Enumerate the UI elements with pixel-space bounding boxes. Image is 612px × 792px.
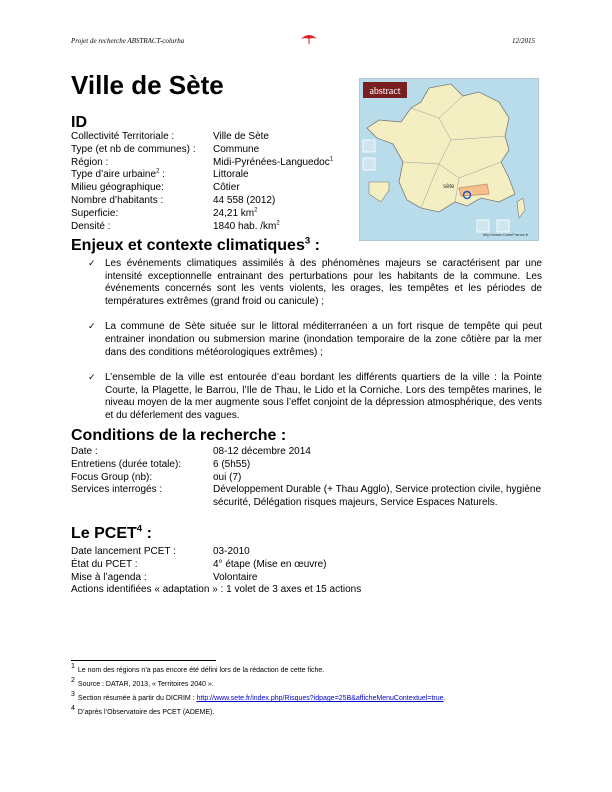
footnote-divider <box>71 660 216 661</box>
header-date: 12/2015 <box>512 37 535 45</box>
map-credit: http://www.CarteFrance.fr <box>483 232 529 237</box>
list-item: ✓ Les événements climatiques assimilés à des phénomènes majeurs se caractérisent par une intensité exceptionnelle entrainant des perturbations pour les habitants de la commune. Les événements concernés sont les vents violents, les orages, les tempêtes et les périodes de températures extrêmes (grand froid ou canicule) ; <box>88 258 542 307</box>
enjeux-list <box>88 258 542 436</box>
id-row: Nombre d’habitants : 44 558 (2012) <box>71 194 276 206</box>
conditions-row: Date : 08-12 décembre 2014 <box>71 446 311 457</box>
footnote: 1Le nom des régions n’a pas encore été défini lors de la rédaction de cette fiche. <box>71 663 325 674</box>
id-row: Type d’aire urbaine$^2$ : Littorale <box>71 169 249 181</box>
id-table <box>71 131 333 233</box>
umbrella-logo-icon <box>300 33 318 45</box>
pcet-actions: Actions identifiées « adaptation » : 1 volet de 3 axes et 15 actions <box>71 584 362 595</box>
id-row: Densité : 1840 hab. $/km^2$ <box>71 220 280 232</box>
id-row: Type (et nb de communes) : Commune <box>71 143 260 155</box>
pcet-row: Mise à l’agenda : Volontaire <box>71 571 258 583</box>
checkmark-icon: ✓ <box>88 322 96 333</box>
map-place-label: sète <box>443 184 455 190</box>
id-heading: ID <box>71 114 87 131</box>
conditions-row: Focus Group (nb): oui (7) <box>71 471 242 483</box>
list-item: ✓ La commune de Sète située sur le littoral méditerranéen a un fort risque de tempête qui peut entrainer inondation ou submersion marine (inondation temporaire de la zone côtière par la mer dans des conditions météorologiques extrêmes) ; <box>88 321 542 358</box>
id-row: Superficie: 24,21 $km^2$ <box>71 207 258 219</box>
checkmark-icon: ✓ <box>88 373 96 384</box>
id-row: Région : Midi-Pyrénées-Languedoc$^1$ <box>71 156 334 168</box>
footnote: 3Section résumée à partir du DICRIM : http://www.sete.fr/index.php/Risques?idpage=25B&afficheMenuContextuel=true. <box>71 691 446 702</box>
france-location-map <box>359 78 539 241</box>
conditions-heading: Conditions de la recherche : <box>71 427 287 444</box>
pcet-row: Date lancement PCET : 03-2010 <box>71 546 250 557</box>
dicrim-link[interactable]: http://www.sete.fr/index.php/Risques?idpage=25B&afficheMenuContextuel=true <box>196 695 444 702</box>
pcet-row: État du PCET : 4° étape (Mise en œuvre) <box>71 558 327 570</box>
conditions-row: Services interrogés : Développement Durable (+ Thau Agglo), Service protection civile, hygiène sécurité, Délégation risques majeurs, Service Espaces Naturels. <box>71 484 541 509</box>
footnote: 2Source : DATAR, 2013, « Territoires 2040 ». <box>71 677 214 688</box>
id-row: Milieu géographique: Côtier <box>71 182 240 194</box>
conditions-row: Entretiens (durée totale): 6 (5h55) <box>71 458 251 470</box>
map-brand-label: abstract <box>369 86 401 97</box>
header-project-name: Projet de recherche ABSTRACT-colurba <box>71 37 185 45</box>
pcet-table <box>71 546 327 584</box>
id-row: Collectivité Territoriale : Ville de Sète <box>71 131 269 142</box>
conditions-table <box>71 446 541 510</box>
footnote: 4D’après l’Observatoire des PCET (ADEME). <box>71 705 215 716</box>
enjeux-heading: Enjeux et contexte climatiques$^3$ : <box>71 235 320 254</box>
pcet-heading: Le PCET$^4$ : <box>71 523 152 542</box>
list-item: ✓ L’ensemble de la ville est entourée d’eau bordant les différents quartiers de la ville : la Pointe Courte, la Plagette, le Barrou, l’Ile de Thau, le Lido et la Corniche. Lors des tempêtes marines, le niveau moyen de la mer augmente sous l’effet conjoint de la dépression atmosphérique, des vents et du déferlement des vagues. <box>88 372 542 421</box>
checkmark-icon: ✓ <box>88 259 96 269</box>
page-title: Ville de Sète <box>71 70 224 100</box>
